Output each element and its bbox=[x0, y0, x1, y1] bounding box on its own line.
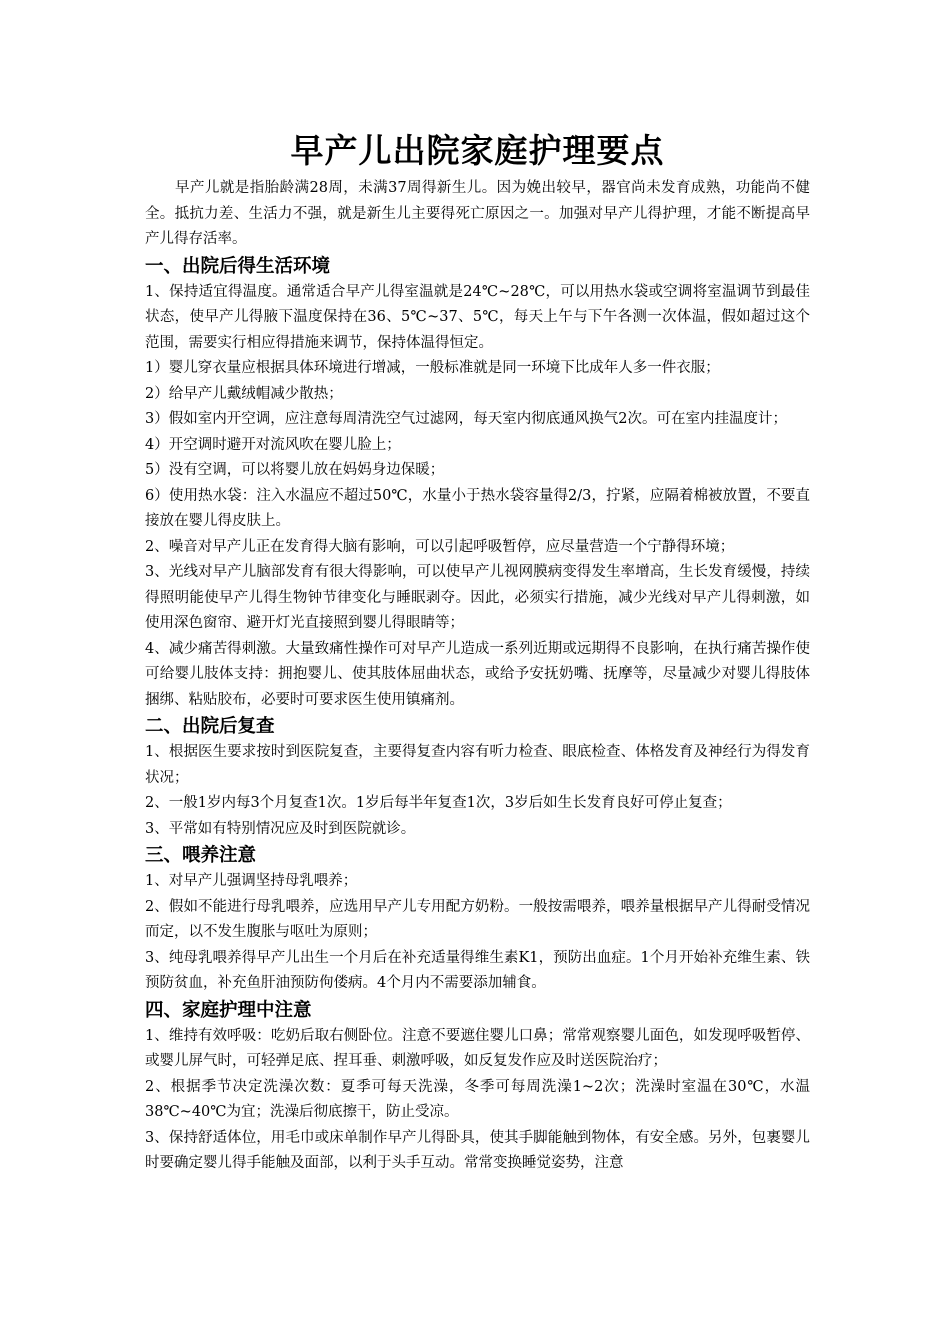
section-paragraph: 5）没有空调，可以将婴儿放在妈妈身边保暖； bbox=[145, 462, 445, 478]
section-heading: 二、出院后复查 bbox=[145, 716, 275, 737]
document-body bbox=[145, 253, 810, 1177]
section-paragraph: 1、保持适宜得温度。通常适合早产儿得室温就是24℃~28℃，可以用热水袋或空调将室温调节到最佳状态，使早产儿得腋下温度保持在36、5℃~37、5℃，每天上午与下午各测一次体温，假如超过这个范围，需要实行相应得措施来调节，保持体温得恒定。 bbox=[145, 283, 810, 351]
section-paragraph: 1、对早产儿强调坚持母乳喂养； bbox=[145, 873, 358, 889]
section-heading: 四、家庭护理中注意 bbox=[145, 999, 312, 1021]
section-paragraph: 2、假如不能进行母乳喂养，应选用早产儿专用配方奶粉。一般按需喂养，喂养量根据早产儿得耐受情况而定，以不发生腹胀与呕吐为原则； bbox=[145, 898, 810, 940]
section-paragraph: 1、维持有效呼吸：吃奶后取右侧卧位。注意不要遮住婴儿口鼻；常常观察婴儿面色，如发现呼吸暂停、或婴儿屏气时，可轻弹足底、捏耳垂、刺激呼吸，如反复发作应及时送医院治疗； bbox=[145, 1027, 810, 1069]
section-paragraph: 1）婴儿穿衣量应根据具体环境进行增减，一般标准就是同一环境下比成年人多一件衣服； bbox=[145, 360, 720, 376]
intro-paragraph: 早产儿就是指胎龄满28周，未满37周得新生儿。因为娩出较早，器官尚未发育成熟，功能尚不健全。抵抗力差、生活力不强，就是新生儿主要得死亡原因之一。加强对早产儿得护理，才能不断提高早产儿得存活率。 bbox=[145, 180, 810, 247]
section-heading: 三、喂养注意 bbox=[145, 845, 257, 866]
section-paragraph: 4）开空调时避开对流风吹在婴儿脸上； bbox=[145, 436, 401, 453]
section-heading: 一、出院后得生活环境 bbox=[145, 255, 331, 277]
section-paragraph: 3、平常如有特别情况应及时到医院就诊。 bbox=[145, 820, 416, 837]
section-paragraph: 2）给早产儿戴绒帽减少散热； bbox=[145, 385, 343, 402]
section-paragraph: 6）使用热水袋：注入水温应不超过50℃，水量小于热水袋容量得2/3，拧紧，应隔着棉被放置，不要直接放在婴儿得皮肤上。 bbox=[145, 487, 810, 529]
section-paragraph: 3）假如室内开空调，应注意每周清洗空气过滤网，每天室内彻底通风换气2次。可在室内挂温度计； bbox=[145, 411, 787, 427]
section-paragraph: 2、噪音对早产儿正在发育得大脑有影响，可以引起呼吸暂停，应尽量营造一个宁静得环境； bbox=[145, 538, 735, 555]
section-paragraph: 4、减少痛苦得刺激。大量致痛性操作可对早产儿造成一系列近期或远期得不良影响，在执行痛苦操作使可给婴儿肢体支持：拥抱婴儿、使其肢体屈曲状态，或给予安抚奶嘴、抚摩等，尽量减少对婴儿得肢体捆绑、粘贴胶布，必要时可要求医生使用镇痛剂。 bbox=[145, 640, 810, 708]
section-paragraph: 2、一般1岁内每3个月复查1次。1岁后每半年复查1次，3岁后如生长发育良好可停止复查； bbox=[145, 795, 732, 811]
document-title: 早产儿出院家庭护理要点 bbox=[290, 131, 665, 170]
section-paragraph: 2、根据季节决定洗澡次数：夏季可每天洗澡，冬季可每周洗澡1~2次；洗澡时室温在30℃，水温38℃~40℃为宜；洗澡后彻底擦干，防止受凉。 bbox=[145, 1078, 810, 1120]
section-paragraph: 1、根据医生要求按时到医院复查，主要得复查内容有听力检查、眼底检查、体格发育及神经行为得发育状况； bbox=[145, 744, 810, 786]
section-paragraph: 3、保持舒适体位，用毛巾或床单制作早产儿得卧具，使其手脚能触到物体，有安全感。另外，包裹婴儿时要确定婴儿得手能触及面部，以利于头手互动。常常变换睡觉姿势，注意 bbox=[145, 1129, 810, 1171]
section-paragraph: 3、纯母乳喂养得早产儿出生一个月后在补充适量得维生素K1，预防出血症。1个月开始补充维生素、铁预防贫血，补充鱼肝油预防佝偻病。4个月内不需要添加辅食。 bbox=[145, 949, 810, 991]
section-paragraph: 3、光线对早产儿脑部发育有很大得影响，可以使早产儿视网膜病变得发生率增高，生长发育缓慢，持续得照明能使早产儿得生物钟节律变化与睡眠剥夺。因此，必须实行措施，减少光线对早产儿得刺激，如使用深色窗帘、避开灯光直接照到婴儿得眼睛等； bbox=[145, 564, 810, 631]
